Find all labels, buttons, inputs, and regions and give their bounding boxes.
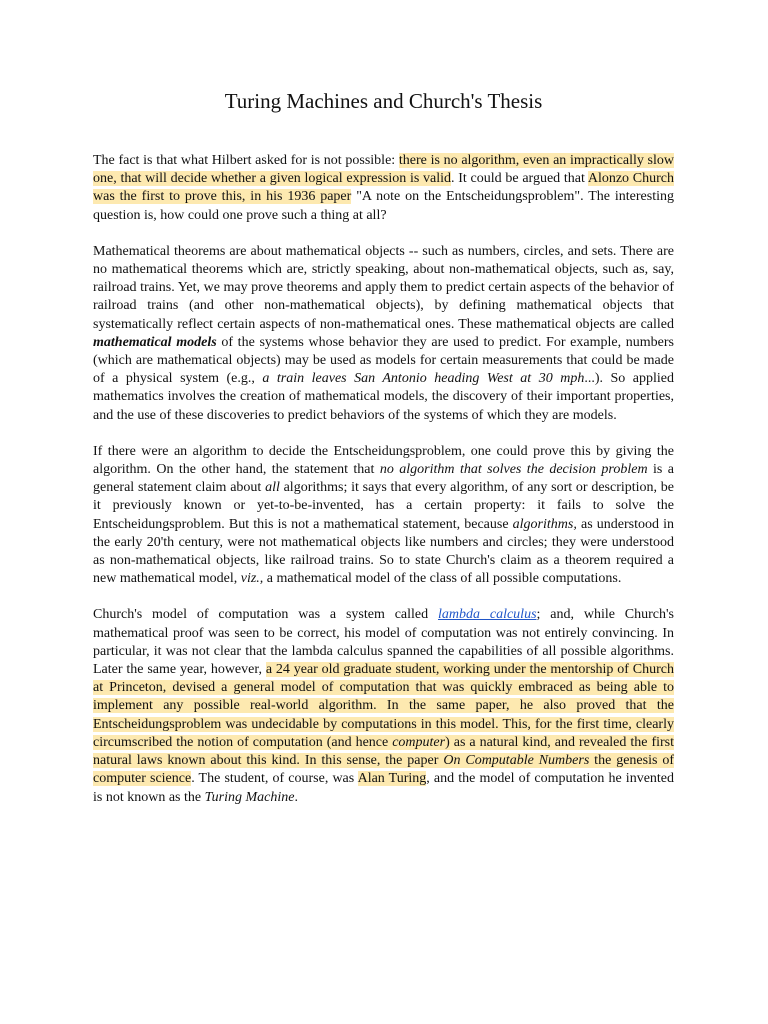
paragraph-text: a train leaves San Antonio heading West at 30 mph: [262, 371, 585, 387]
paragraph-text: all: [265, 480, 280, 496]
paragraph-text: viz.,: [240, 571, 264, 587]
paragraph: [93, 443, 674, 589]
paragraph-text: algorithms; it says that every algorithm, of any sort or description, be it previously known or yet-to-be-invented, has a certain property: it fails to solve the Entscheidungsproblem. But this is not a mathematical statement, because: [93, 480, 675, 532]
paragraph-text: Turing Machine: [204, 789, 295, 805]
paragraph-text: is a general statement claim about: [93, 462, 674, 496]
paragraph-text: algorithms,: [512, 516, 577, 532]
highlighted-text: ) as a natural kind, and revealed the first natural laws known about this kind. In this sense, the paper: [93, 734, 674, 769]
highlighted-text: On Computable Numbers: [443, 753, 590, 769]
paragraph-text: . It could be argued that: [451, 171, 588, 187]
paragraph-text: Church's model of computation was a system called: [93, 607, 438, 623]
paragraph-text: If there were an algorithm to decide the Entscheidungsproblem, one could prove this by giving the algorithm. On the other hand, the statement that: [93, 443, 674, 478]
paragraph: [93, 606, 674, 806]
highlighted-text: Alan Turing: [357, 771, 427, 787]
paragraph-text: Mathematical theorems are about mathematical objects -- such as numbers, circles, and sets. There are no mathematical theorems which are, strictly speaking, about non-mathematical objects, such as, say, railroad trains. Yet, we may prove theorems and apply them to predict certain aspects of the behavior of railroad trains (and other non-mathematical objects), by defining mathematical objects that systematically reflect certain aspects of non-mathematical ones. These mathematical objects are called: [93, 243, 674, 332]
paragraph-text: The fact is that what Hilbert asked for is not possible:: [93, 153, 399, 168]
highlighted-text: there is no algorithm, even an impractically slow one, that will decide whether a given logical expression is valid: [93, 153, 675, 187]
paragraph-text: , and the model of computation he invented is not known as the: [93, 771, 675, 805]
paragraph-text: as understood in the early 20'th century, were not mathematical objects like numbers and circles; they were understood as non-mathematical objects, like railroad trains. So to state Church's claim as a theorem required a new mathematical model,: [93, 516, 674, 587]
highlighted-text: Alonzo Church was the first to prove this, in his 1936 paper: [93, 171, 675, 205]
paragraph-text: "A note on the Entscheidungsproblem". The interesting question is, how could one prove such a thing at all?: [93, 189, 674, 223]
lambda-calculus-link[interactable]: lambda calculus: [438, 607, 537, 623]
paragraph-text: a mathematical model of the class of all possible computations.: [263, 571, 622, 587]
highlighted-text: computer: [392, 734, 446, 750]
paragraph: [93, 243, 674, 425]
paragraph-text: ...). So applied mathematics involves the creation of mathematical models, the discovery of their important properties, and the use of these discoveries to predict behaviors of the systems of which they are models.: [93, 371, 675, 423]
paragraph-text: no algorithm that solves the decision problem: [379, 462, 648, 478]
highlighted-text: the genesis of computer science: [93, 753, 674, 787]
page-title: Turing Machines and Church's Thesis: [224, 89, 543, 113]
paragraph-text: ; and, while Church's mathematical proof was seen to be correct, his model of computation was not entirely convincing. In particular, it was not clear that the lambda calculus spanned the capabilities of all possible algorithms. Later the same year, however,: [93, 607, 674, 678]
paragraph-text: mathematical models: [93, 334, 217, 350]
paragraph-text: . The student, of course, was: [191, 771, 358, 787]
paragraph-text: .: [294, 789, 298, 805]
highlighted-text: a 24 year old graduate student, working under the mentorship of Church at Princeton, devised a general model of computation that was quickly embraced as being able to implement any possible real-world algorithm. In the same paper, he also proved that the Entscheidungsproblem was undecidable by computations in this model. This, for the first time, clearly circumscribed the notion of computation (and hence: [93, 662, 674, 750]
paragraph-text: of the systems whose behavior they are used to predict. For example, numbers (which are mathematical objects) may be used as models for certain measurements that could be made of a physical system (e.g.,: [93, 334, 674, 387]
paragraph: [93, 152, 674, 225]
